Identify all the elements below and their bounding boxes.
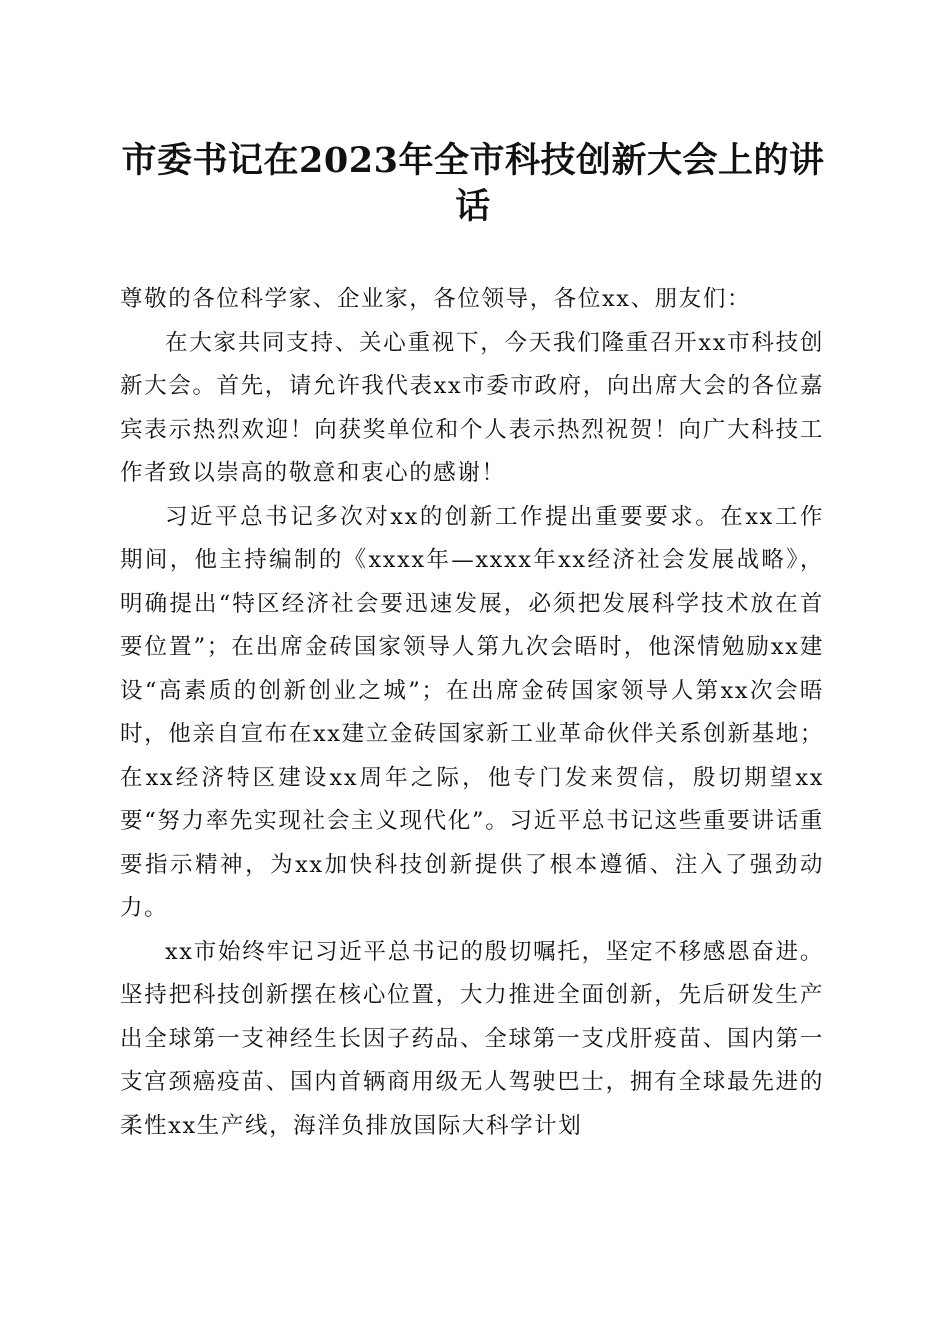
document-title: 市委书记在2023年全市科技创新大会上的讲话 [121,140,825,227]
body-paragraph: 在大家共同支持、关心重视下，今天我们隆重召开xx市科技创新大会。首先，请允许我代表xx市委市政府，向出席大会的各位嘉宾表示热烈欢迎！向获奖单位和个人表示热烈祝贺！向广大科技工作者致以崇高的敬意和衷心的感谢！ [120,329,824,486]
document-body [120,278,824,1148]
body-paragraph: 习近平总书记多次对xx的创新工作提出重要要求。在xx工作期间，他主持编制的《xxxx年—xxxx年xx经济社会发展战略》，明确提出“特区经济社会要迅速发展，必须把发展科学技术放在首要位置”；在出席金砖国家领导人第九次会晤时，他深情勉励xx建设“高素质的创新创业之城”；在出席金砖国家领导人第xx次会晤时，他亲自宣布在xx建立金砖国家新工业革命伙伴关系创新基地；在xx经济特区建设xx周年之际，他专门发来贺信，殷切期望xx要“努力率先实现社会主义现代化”。习近平总书记这些重要讲话重要指示精神，为xx加快科技创新提供了根本遵循、注入了强劲动力。 [120,503,824,921]
greeting-line: 尊敬的各位科学家、企业家，各位领导，各位xx、朋友们： [120,286,752,312]
body-paragraph: xx市始终牢记习近平总书记的殷切嘱托，坚定不移感恩奋进。坚持把科技创新摆在核心位置，大力推进全面创新，先后研发生产出全球第一支神经生长因子药品、全球第一支戊肝疫苗、国内第一支宫颈癌疫苗、国内首辆商用级无人驾驶巴士，拥有全球最先进的柔性xx生产线，海洋负排放国际大科学计划 [120,938,824,1139]
